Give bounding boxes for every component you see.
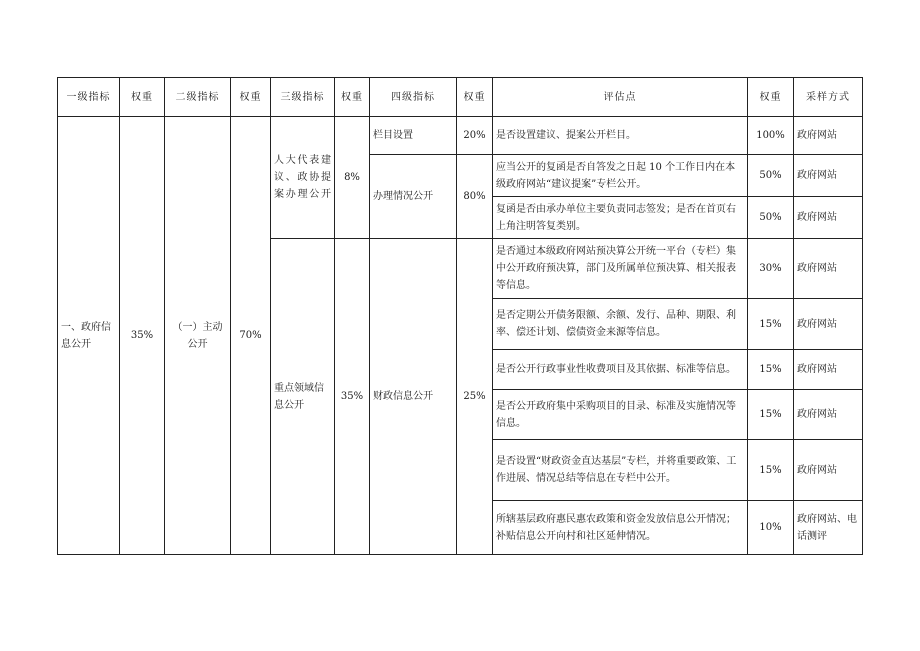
criteria-weight: 100% [748, 117, 794, 155]
criteria-cell: 是否设置“财政资金直达基层”专栏，并将重要政策、工作进展、情况总结等信息在专栏中公开。 [493, 440, 748, 501]
criteria-cell: 复函是否由承办单位主要负责同志签发；是否在首页右上角注明答复类别。 [493, 197, 748, 239]
sampling-method: 政府网站 [794, 155, 863, 197]
level3-name: 人大代表建议、政协提案办理公开 [271, 117, 335, 239]
sampling-method: 政府网站、电话测评 [794, 501, 863, 555]
sampling-method: 政府网站 [794, 390, 863, 440]
level2-name: （一）主动公开 [165, 117, 231, 555]
level1-name: 一、政府信息公开 [58, 117, 120, 555]
level4-weight: 80% [457, 155, 493, 239]
level4-weight: 25% [457, 239, 493, 555]
header-weight1: 权重 [120, 78, 165, 117]
header-weight5: 权重 [748, 78, 794, 117]
criteria-weight: 15% [748, 299, 794, 350]
header-level4: 四级指标 [370, 78, 457, 117]
sampling-method: 政府网站 [794, 299, 863, 350]
sampling-method: 政府网站 [794, 350, 863, 390]
level1-weight: 35% [120, 117, 165, 555]
criteria-cell: 是否公开行政事业性收费项目及其依据、标准等信息。 [493, 350, 748, 390]
level2-weight: 70% [231, 117, 271, 555]
level4-name: 栏目设置 [370, 117, 457, 155]
header-weight4: 权重 [457, 78, 493, 117]
level3-weight: 8% [335, 117, 370, 239]
evaluation-table [57, 77, 863, 555]
header-weight3: 权重 [335, 78, 370, 117]
criteria-cell: 是否定期公开债务限额、余额、发行、品种、期限、利率、偿还计划、偿债资金来源等信息。 [493, 299, 748, 350]
criteria-weight: 10% [748, 501, 794, 555]
sampling-method: 政府网站 [794, 239, 863, 299]
level4-weight: 20% [457, 117, 493, 155]
header-row [58, 78, 863, 117]
sampling-method: 政府网站 [794, 440, 863, 501]
level4-name: 办理情况公开 [370, 155, 457, 239]
criteria-weight: 50% [748, 155, 794, 197]
sampling-method: 政府网站 [794, 197, 863, 239]
level4-name: 财政信息公开 [370, 239, 457, 555]
header-level1: 一级指标 [58, 78, 120, 117]
header-level3: 三级指标 [271, 78, 335, 117]
level3-name: 重点领域信息公开 [271, 239, 335, 555]
criteria-cell: 所辖基层政府惠民惠农政策和资金发放信息公开情况；补贴信息公开向村和社区延伸情况。 [493, 501, 748, 555]
criteria-cell: 是否公开政府集中采购项目的目录、标准及实施情况等信息。 [493, 390, 748, 440]
header-criteria: 评估点 [493, 78, 748, 117]
criteria-cell: 是否设置建议、提案公开栏目。 [493, 117, 748, 155]
table-row [58, 117, 863, 155]
level3-weight: 35% [335, 239, 370, 555]
criteria-weight: 50% [748, 197, 794, 239]
criteria-weight: 15% [748, 440, 794, 501]
criteria-cell: 是否通过本级政府网站预决算公开统一平台（专栏）集中公开政府预决算，部门及所属单位预决算、相关报表等信息。 [493, 239, 748, 299]
header-method: 采样方式 [794, 78, 863, 117]
header-level2: 二级指标 [165, 78, 231, 117]
header-weight2: 权重 [231, 78, 271, 117]
criteria-weight: 15% [748, 390, 794, 440]
criteria-weight: 30% [748, 239, 794, 299]
criteria-cell: 应当公开的复函是否自答发之日起 10 个工作日内在本级政府网站“建议提案”专栏公开。 [493, 155, 748, 197]
criteria-weight: 15% [748, 350, 794, 390]
sampling-method: 政府网站 [794, 117, 863, 155]
